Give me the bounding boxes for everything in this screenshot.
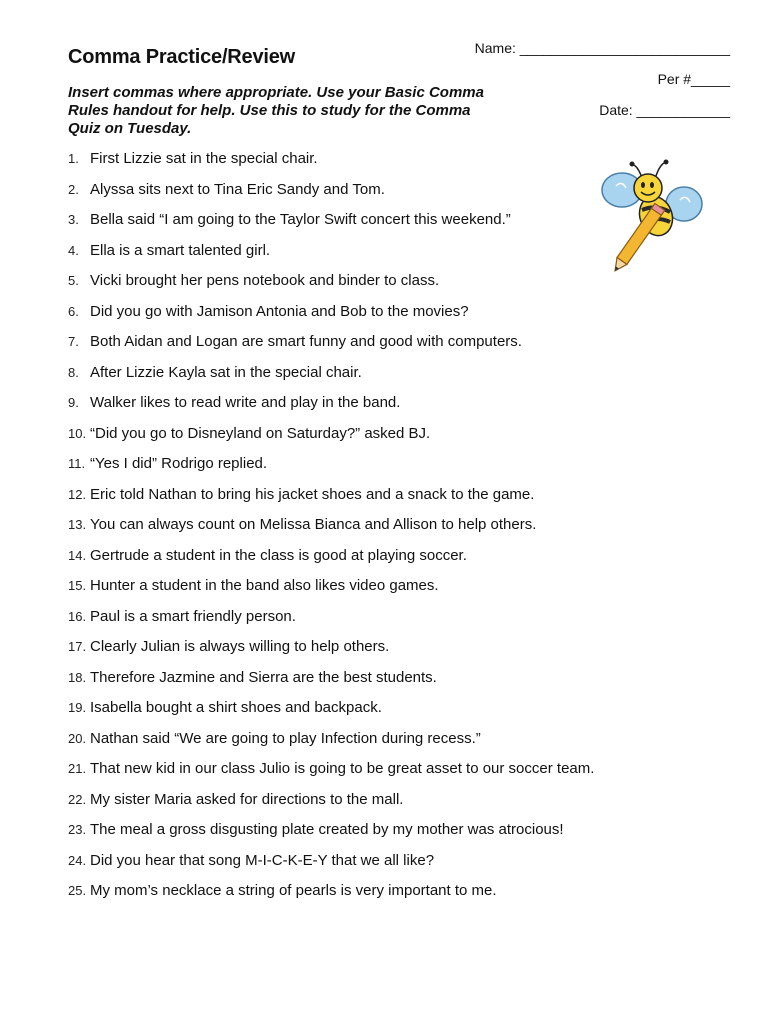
question-text: My sister Maria asked for directions to the mall.	[90, 790, 404, 808]
question-text: Did you hear that song M-I-C-K-E-Y that we all like?	[90, 851, 435, 869]
question-number: 19.	[68, 700, 87, 715]
question-text: Therefore Jazmine and Sierra are the best students.	[90, 668, 437, 686]
question-text: After Lizzie Kayla sat in the special chair.	[90, 363, 362, 381]
list-item	[68, 819, 594, 850]
question-text: Ella is a smart talented girl.	[90, 241, 271, 259]
question-text: My mom’s necklace a string of pearls is very important to me.	[90, 882, 497, 899]
question-number: 18.	[68, 669, 87, 685]
question-text: Nathan said “We are going to play Infection during recess.”	[90, 729, 481, 747]
list-item	[68, 575, 594, 606]
date-field[interactable]: Date: ____________	[599, 102, 730, 118]
list-item	[68, 606, 594, 637]
bee-with-pencil-icon	[598, 158, 708, 278]
list-item	[68, 148, 594, 179]
list-item	[68, 789, 594, 820]
question-text: Both Aidan and Logan are smart funny and good with computers.	[90, 333, 522, 350]
question-text: Paul is a smart friendly person.	[90, 607, 296, 625]
question-text: “Did you go to Disneyland on Saturday?” asked BJ.	[90, 424, 431, 442]
list-item	[68, 697, 594, 728]
list-item	[68, 453, 594, 484]
question-number: 12.	[68, 486, 87, 502]
question-number: 1.	[68, 151, 79, 166]
question-number: 24.	[68, 852, 87, 868]
list-item	[68, 880, 594, 911]
question-number: 15.	[68, 578, 87, 593]
question-number: 7.	[68, 334, 79, 349]
question-number: 22.	[68, 791, 87, 807]
list-item	[68, 758, 594, 789]
instructions-text: Insert commas where appropriate. Use your Basic Comma Rules handout for help. Use this to study for the Comma Quiz on Tuesday.	[68, 84, 484, 137]
question-text: The meal a gross disgusting plate created by my mother was atrocious!	[90, 821, 564, 838]
list-item	[68, 850, 594, 881]
list-item	[68, 514, 594, 545]
question-number: 2.	[68, 181, 79, 197]
question-number: 20.	[68, 730, 87, 746]
list-item	[68, 667, 594, 698]
question-text: Clearly Julian is always willing to help others.	[90, 638, 390, 655]
list-item	[68, 301, 594, 332]
question-number: 14.	[68, 547, 87, 563]
question-number: 8.	[68, 364, 79, 380]
question-number: 10.	[68, 425, 87, 441]
question-text: Bella said “I am going to the Taylor Swift concert this weekend.”	[90, 211, 511, 228]
question-text: Walker likes to read write and play in the band.	[90, 394, 401, 411]
list-item	[68, 209, 594, 240]
question-text: Hunter a student in the band also likes video games.	[90, 577, 439, 594]
list-item	[68, 179, 594, 210]
period-field[interactable]: Per #_____	[657, 71, 730, 87]
list-item	[68, 423, 594, 454]
list-item	[68, 331, 594, 362]
question-number: 16.	[68, 608, 87, 624]
question-number: 21.	[68, 761, 87, 776]
list-item	[68, 484, 594, 515]
question-number: 17.	[68, 639, 87, 654]
question-number: 5.	[68, 273, 79, 288]
question-text: “Yes I did” Rodrigo replied.	[90, 455, 268, 472]
question-number: 4.	[68, 242, 79, 258]
question-text: Did you go with Jamison Antonia and Bob to the movies?	[90, 302, 469, 320]
question-number: 9.	[68, 395, 79, 410]
question-text: Vicki brought her pens notebook and binder to class.	[90, 272, 440, 289]
question-text: Alyssa sits next to Tina Eric Sandy and Tom.	[90, 180, 385, 198]
list-item	[68, 636, 594, 667]
list-item	[68, 362, 594, 393]
list-item	[68, 270, 594, 301]
question-number: 3.	[68, 212, 79, 227]
question-text: You can always count on Melissa Bianca and Allison to help others.	[90, 516, 537, 533]
question-list	[68, 148, 594, 911]
question-number: 11.	[68, 456, 86, 471]
question-text: Eric told Nathan to bring his jacket shoes and a snack to the game.	[90, 485, 535, 503]
question-text: Gertrude a student in the class is good at playing soccer.	[90, 546, 467, 564]
question-text: First Lizzie sat in the special chair.	[90, 150, 318, 167]
question-number: 6.	[68, 303, 79, 319]
list-item	[68, 392, 594, 423]
question-number: 23.	[68, 822, 87, 837]
question-text: That new kid in our class Julio is going to be great asset to our soccer team.	[90, 760, 595, 777]
question-number: 13.	[68, 517, 87, 532]
question-number: 25.	[68, 883, 87, 898]
list-item	[68, 728, 594, 759]
name-field[interactable]: Name: ___________________________	[474, 40, 730, 56]
list-item	[68, 545, 594, 576]
question-text: Isabella bought a shirt shoes and backpack.	[90, 699, 382, 716]
worksheet-title: Comma Practice/Review	[68, 46, 296, 68]
list-item	[68, 240, 594, 271]
